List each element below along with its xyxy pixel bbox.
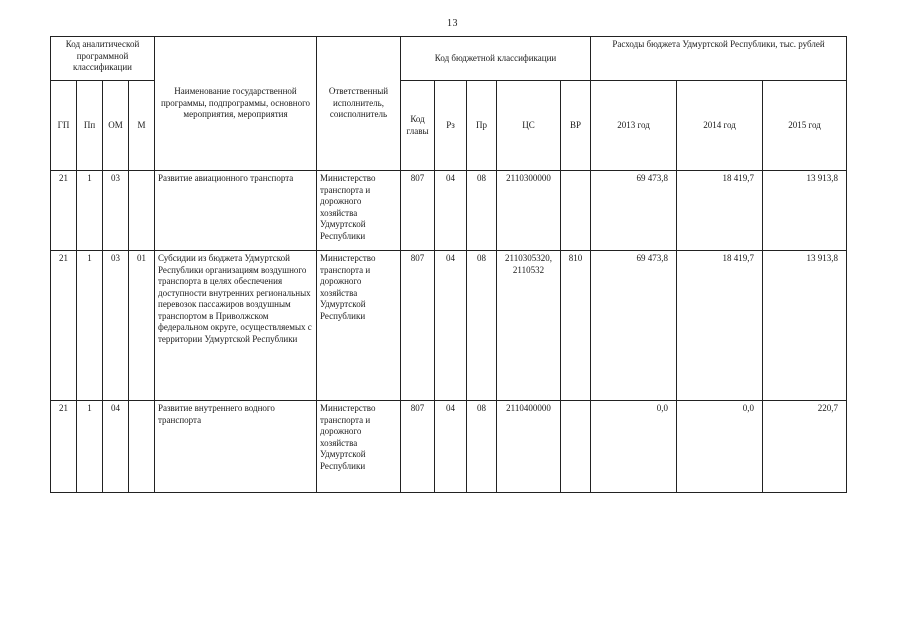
- cell-2014: 18 419,7: [677, 251, 763, 401]
- vr-header: ВР: [561, 81, 591, 171]
- cell-m: 01: [129, 251, 155, 401]
- cell-rz: 04: [435, 251, 467, 401]
- cell-pp: 1: [77, 171, 103, 251]
- cell-gp: 21: [51, 251, 77, 401]
- cell-name: Развитие авиационного транспорта: [155, 171, 317, 251]
- year-2014-header: 2014 год: [677, 81, 763, 171]
- cell-executor: Министерство транспорта и дорожного хозяйства Удмуртской Республики: [317, 171, 401, 251]
- cell-om: 04: [103, 401, 129, 493]
- gp-header: ГП: [51, 81, 77, 171]
- om-header: ОМ: [103, 81, 129, 171]
- cell-executor: Министерство транспорта и дорожного хозяйства Удмуртской Республики: [317, 251, 401, 401]
- cell-2015: 13 913,8: [763, 171, 847, 251]
- cell-2014: 0,0: [677, 401, 763, 493]
- cell-2014: 18 419,7: [677, 171, 763, 251]
- rz-header: Рз: [435, 81, 467, 171]
- table-header: [51, 37, 847, 171]
- cell-pp: 1: [77, 401, 103, 493]
- budget-table: [50, 36, 847, 493]
- cell-2013: 69 473,8: [591, 251, 677, 401]
- m-header: М: [129, 81, 155, 171]
- name-header: Наименование государственной программы, подпрограммы, основного мероприятия, мероприятия: [155, 37, 317, 171]
- executor-header: Ответственный исполнитель, соисполнитель: [317, 37, 401, 171]
- cell-name: Развитие внутреннего водного транспорта: [155, 401, 317, 493]
- cell-name: Субсидии из бюджета Удмуртской Республики организациям воздушного транспорта в целях обеспечения доступности внутренних региональных перевозок пассажиров воздушным транспортом в Приволжском федеральном округе, осуществляемых с территории Удмуртской Республики: [155, 251, 317, 401]
- cell-pp: 1: [77, 251, 103, 401]
- year-2015-header: 2015 год: [763, 81, 847, 171]
- analytic-classification-header: Код аналитической программной классификации: [51, 37, 155, 81]
- cell-rz: 04: [435, 171, 467, 251]
- cell-2013: 69 473,8: [591, 171, 677, 251]
- cell-kod-glavy: 807: [401, 171, 435, 251]
- pp-header: Пп: [77, 81, 103, 171]
- cell-2013: 0,0: [591, 401, 677, 493]
- cell-om: 03: [103, 171, 129, 251]
- cell-vr: [561, 171, 591, 251]
- expenses-header: Расходы бюджета Удмуртской Республики, тыс. рублей: [591, 37, 847, 81]
- cell-kod-glavy: 807: [401, 401, 435, 493]
- year-2013-header: 2013 год: [591, 81, 677, 171]
- cell-pr: 08: [467, 251, 497, 401]
- kod-glavy-header: Код главы: [401, 81, 435, 171]
- cell-m: [129, 401, 155, 493]
- cell-gp: 21: [51, 401, 77, 493]
- cs-header: ЦС: [497, 81, 561, 171]
- table-row: [51, 251, 847, 401]
- table-row: [51, 171, 847, 251]
- cell-2015: 13 913,8: [763, 251, 847, 401]
- cell-m: [129, 171, 155, 251]
- cell-pr: 08: [467, 171, 497, 251]
- cell-vr: 810: [561, 251, 591, 401]
- cell-pr: 08: [467, 401, 497, 493]
- cell-cs: 2110300000: [497, 171, 561, 251]
- cell-cs: 2110305320, 2110532: [497, 251, 561, 401]
- cell-cs: 2110400000: [497, 401, 561, 493]
- cell-rz: 04: [435, 401, 467, 493]
- page-number: 13: [447, 18, 458, 29]
- budget-classification-header: Код бюджетной классификации: [401, 37, 591, 81]
- table-row: [51, 401, 847, 493]
- pr-header: Пр: [467, 81, 497, 171]
- cell-vr: [561, 401, 591, 493]
- cell-gp: 21: [51, 171, 77, 251]
- cell-executor: Министерство транспорта и дорожного хозяйства Удмуртской Республики: [317, 401, 401, 493]
- cell-kod-glavy: 807: [401, 251, 435, 401]
- table-body: [51, 171, 847, 493]
- cell-2015: 220,7: [763, 401, 847, 493]
- cell-om: 03: [103, 251, 129, 401]
